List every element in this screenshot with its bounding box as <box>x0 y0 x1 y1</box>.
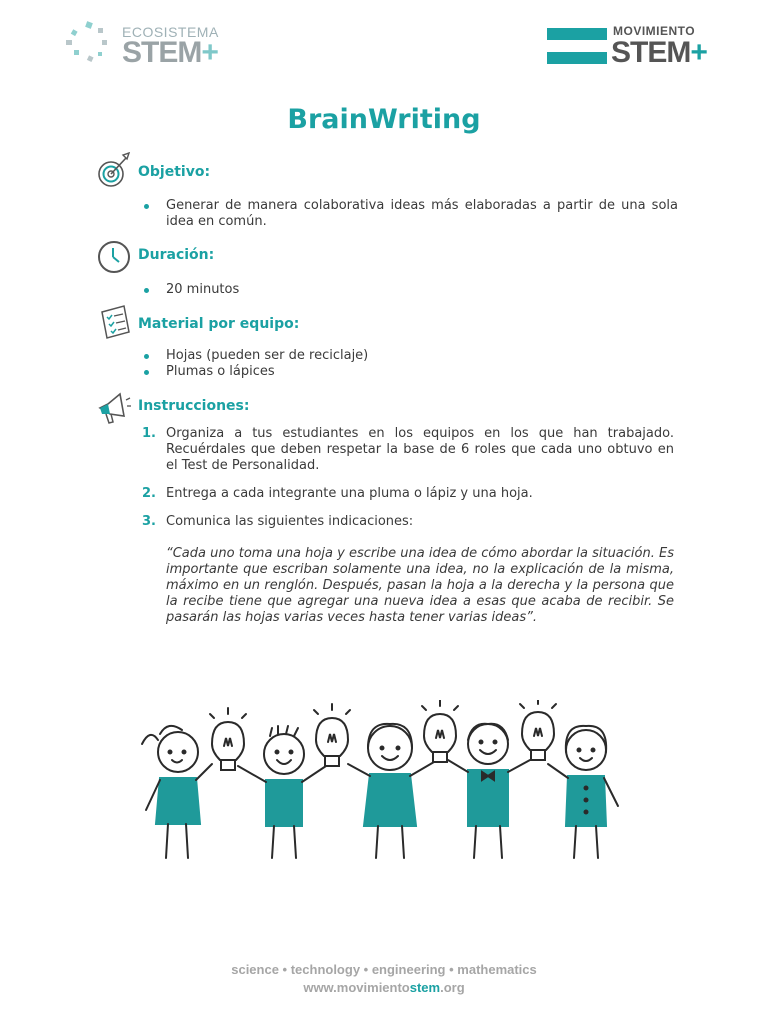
step-item <box>142 514 674 530</box>
dots-burst-icon <box>62 20 118 72</box>
movimiento-stem-logo <box>545 22 715 72</box>
lightbulb-3 <box>422 700 458 762</box>
step-text: Entrega a cada integrante una pluma o lápiz y una hoja. <box>166 486 533 501</box>
logo-movimiento-text: MOVIMIENTO <box>613 24 696 38</box>
objetivo-list <box>142 198 678 230</box>
list-item: Hojas (pueden ser de reciclaje) <box>142 348 678 364</box>
target-icon <box>96 152 132 188</box>
instrucciones-heading: Instrucciones: <box>138 398 250 414</box>
person-1 <box>142 726 212 858</box>
list-item: Plumas o lápices <box>142 364 678 380</box>
section-material <box>96 304 696 384</box>
logo-bar-bottom <box>547 52 607 64</box>
step-item <box>142 486 674 502</box>
logo-ecosistema-text: ECOSISTEMA <box>122 24 219 40</box>
footer-disciplines: science • technology • engineering • mathematics <box>231 962 537 977</box>
person-5 <box>548 726 618 858</box>
lightbulb-1 <box>210 708 246 770</box>
ecosistema-stem-logo <box>62 20 232 72</box>
section-objetivo <box>96 152 696 232</box>
instrucciones-steps <box>142 426 674 542</box>
megaphone-icon <box>96 390 132 426</box>
material-heading: Material por equipo: <box>138 316 300 332</box>
logo-bar-top <box>547 28 607 40</box>
section-duracion <box>96 240 696 300</box>
step-text: Comunica las siguientes indicaciones: <box>166 514 414 529</box>
list-item: Generar de manera colaborativa ideas más elaboradas a partir de una sola idea en común. <box>142 198 678 230</box>
page-header <box>0 0 768 80</box>
lightbulb-2 <box>314 704 350 766</box>
step-number: 2. <box>142 486 156 501</box>
footer-url[interactable]: www.movimientostem.org <box>303 980 465 995</box>
step-item <box>142 426 674 474</box>
step-number: 1. <box>142 426 156 441</box>
duracion-heading: Duración: <box>138 247 215 263</box>
logo-stem-text: STEM+ <box>122 36 218 69</box>
person-3 <box>348 724 434 858</box>
step-text: Organiza a tus estudiantes en los equipos en los que han trabajado. Recuérdales que deben respetar la base de 6 roles que cada uno obtuvo en el Test de Personalidad. <box>166 426 674 473</box>
page-title: BrainWriting <box>287 104 481 135</box>
people-with-lightbulbs-illustration <box>120 700 640 870</box>
checklist-icon <box>96 304 132 340</box>
list-item: 20 minutos <box>142 282 678 298</box>
person-2 <box>238 726 326 858</box>
logo-stem-text: STEM+ <box>611 36 707 69</box>
instructions-quote: “Cada uno toma una hoja y escribe una idea de cómo abordar la situación. Es importante que escriban solamente una idea, no la explicación de la misma, máximo en un renglón. Después, pasan la hoja a la derecha y la persona que la recibe tiene que agregar una nueva idea a esas que acaba de recibir. Se pasarán las hojas varias veces hasta tener varias ideas”. <box>166 546 674 625</box>
step-number: 3. <box>142 514 156 529</box>
lightbulb-4 <box>520 700 556 760</box>
clock-icon <box>96 240 132 276</box>
person-4 <box>448 724 530 858</box>
material-list <box>142 348 678 380</box>
duracion-list <box>142 282 678 298</box>
section-instrucciones <box>96 390 696 430</box>
objetivo-heading: Objetivo: <box>138 164 211 180</box>
